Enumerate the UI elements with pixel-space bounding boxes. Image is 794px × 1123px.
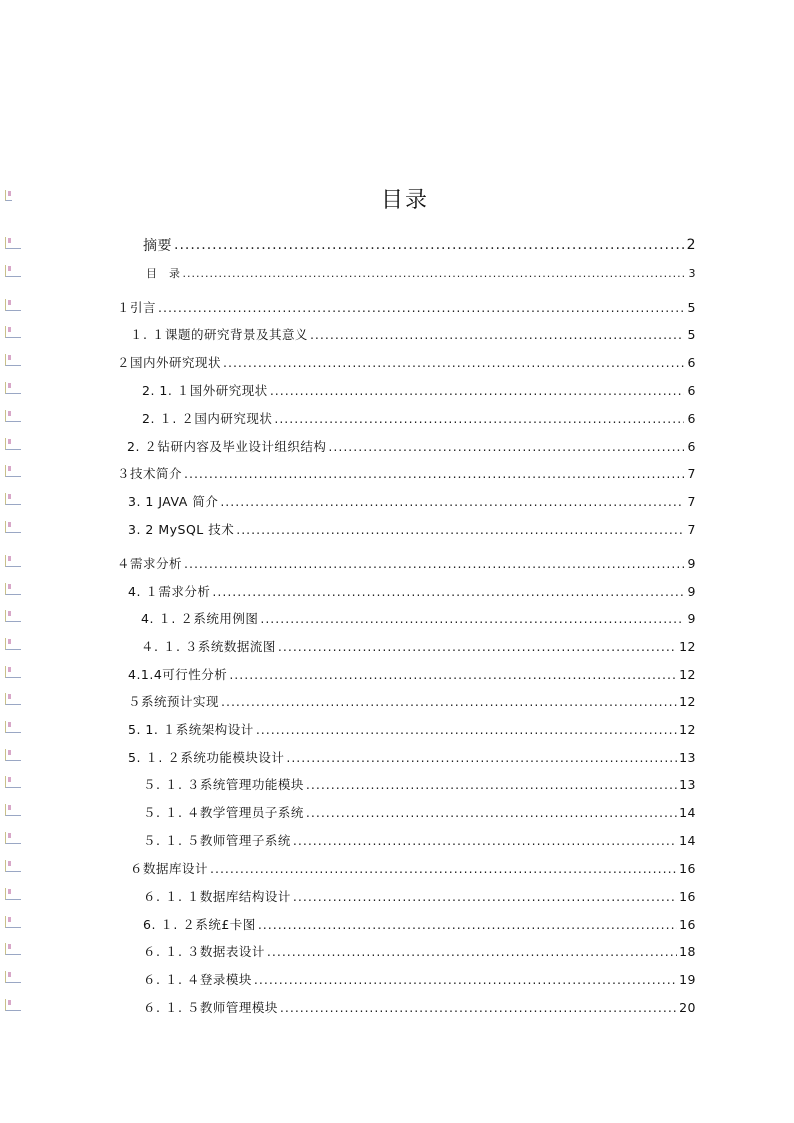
toc-entry-page: 12 (679, 666, 696, 682)
toc-entry-label: ４. １. ３系统数据流图 (141, 639, 276, 654)
toc-entry-page: 6 (687, 438, 696, 454)
margin-artifact-icon (5, 521, 21, 533)
toc-entry[interactable] (128, 664, 696, 684)
toc-entry[interactable] (128, 581, 696, 601)
toc-entry-label: ６. １. ４登录模块 (143, 972, 252, 987)
toc-entry[interactable] (143, 914, 696, 934)
toc-entry-label: ２国内外研究现状 (117, 355, 222, 370)
toc-entry-label: 3. 1 JAVA 简介 (128, 494, 219, 509)
margin-artifact-icon (5, 265, 21, 277)
toc-entry-label: ５. １. ４教学管理员子系统 (143, 805, 304, 820)
toc-leader-dots (293, 833, 677, 848)
toc-entry[interactable] (117, 297, 696, 317)
toc-entry-page: 19 (679, 971, 696, 987)
toc-entry-label: 3. 2 MySQL 技术 (128, 522, 235, 537)
toc-entry-page: 14 (679, 832, 696, 848)
toc-entry-page: 16 (679, 860, 696, 876)
toc-entry-page: 18 (679, 943, 696, 959)
toc-entry-page: 9 (687, 583, 696, 599)
toc-entry[interactable] (143, 941, 696, 961)
toc-entry[interactable] (143, 997, 696, 1017)
toc-entry-label: 2. 1. １国外研究现状 (142, 383, 268, 398)
toc-entry-page: 7 (687, 465, 696, 481)
margin-artifact-icon (5, 666, 21, 678)
toc-entry-page: 7 (687, 493, 696, 509)
toc-entry-label: ４需求分析 (117, 556, 183, 571)
toc-leader-dots (278, 639, 677, 654)
toc-entry-label: ５. １. ５教师管理子系统 (143, 833, 291, 848)
toc-entry-page: 6 (687, 410, 696, 426)
margin-artifact-icon (5, 971, 21, 983)
toc-leader-dots (280, 1000, 677, 1015)
toc-entry[interactable] (142, 380, 696, 400)
margin-artifact-icon (5, 583, 21, 595)
toc-entry-label: 摘要 (143, 238, 172, 254)
toc-entry-page: 6 (687, 354, 696, 370)
margin-artifact-icon (5, 354, 21, 366)
toc-entry[interactable] (142, 408, 696, 428)
toc-entry-label: 2. ２钻研内容及毕业设计组织结构 (127, 439, 327, 454)
margin-artifact-icon (5, 237, 21, 249)
toc-entry[interactable] (128, 491, 696, 511)
margin-artifact-icon (5, 438, 21, 450)
toc-leader-dots (306, 805, 677, 820)
toc-entry[interactable] (143, 802, 696, 822)
toc-leader-dots (286, 750, 677, 765)
toc-entry-page: 6 (687, 382, 696, 398)
toc-entry-label: １引言 (117, 300, 157, 315)
toc-entry[interactable] (143, 969, 696, 989)
margin-artifact-icon (5, 465, 21, 477)
toc-entry-page: 3 (688, 266, 696, 280)
toc-entry[interactable] (128, 747, 696, 767)
toc-entry-page: 12 (679, 721, 696, 737)
toc-entry[interactable] (128, 691, 696, 711)
toc-leader-dots (184, 466, 684, 481)
margin-artifact-icon (5, 382, 21, 394)
toc-entry-page: 2 (686, 237, 696, 253)
toc-entry[interactable] (117, 553, 696, 573)
toc-entry-label: 2. １. ２国内研究现状 (142, 411, 273, 426)
toc-entry-label: １. １课题的研究背景及其意义 (130, 327, 308, 342)
toc-entry-page: 14 (679, 804, 696, 820)
toc-leader-dots (267, 944, 677, 959)
margin-artifact-icon (5, 493, 21, 505)
toc-leader-dots (223, 355, 684, 370)
toc-entry-page: 7 (687, 521, 696, 537)
margin-artifact-icon (5, 721, 21, 733)
toc-entry[interactable] (130, 324, 696, 344)
toc-entry-label: 5. 1. １系统架构设计 (128, 722, 254, 737)
margin-artifact-icon (5, 888, 21, 900)
margin-artifact-icon (5, 410, 21, 422)
toc-entry[interactable] (117, 463, 696, 483)
toc-entry[interactable] (130, 858, 696, 878)
toc-entry-page: 16 (679, 916, 696, 932)
margin-artifact-icon (5, 555, 21, 567)
margin-artifact-icon (5, 693, 21, 705)
toc-entry-label: 6. １. ２系统£卡图 (143, 917, 256, 932)
margin-artifact-icon (5, 804, 21, 816)
margin-artifact-icon (5, 776, 21, 788)
toc-entry-label: 目 录 (146, 267, 181, 280)
toc-leader-dots (256, 722, 677, 737)
toc-entry-label: 4.1.4可行性分析 (128, 667, 228, 682)
toc-entry[interactable] (141, 608, 696, 628)
margin-artifact-icon (5, 943, 21, 955)
toc-entry-label: 4. １. ２系统用例图 (141, 611, 259, 626)
margin-artifact-icon (5, 299, 21, 311)
toc-leader-dots (293, 889, 677, 904)
margin-artifact-icon (5, 610, 21, 622)
toc-entry-label: ３技术简介 (117, 466, 183, 481)
toc-entry[interactable] (117, 352, 696, 372)
toc-leader-dots (183, 267, 685, 280)
toc-entry-label: ６. １. ５教师管理模块 (143, 1000, 278, 1015)
toc-entry[interactable] (127, 436, 696, 456)
toc-leader-dots (310, 327, 684, 342)
toc-leader-dots (258, 917, 677, 932)
toc-entry[interactable] (143, 774, 696, 794)
toc-entry-page: 5 (687, 326, 696, 342)
toc-entry-label: ６. １. ３数据表设计 (143, 944, 265, 959)
toc-leader-dots (260, 611, 684, 626)
toc-leader-dots (184, 556, 684, 571)
margin-artifact-icon (5, 749, 21, 761)
toc-leader-dots (210, 861, 677, 876)
toc-leader-dots (270, 383, 684, 398)
toc-entry-page: 20 (679, 999, 696, 1015)
page-title: 目录 (380, 188, 429, 213)
toc-leader-dots (212, 584, 684, 599)
toc-entry-page: 13 (679, 749, 696, 765)
margin-artifact-icon (5, 832, 21, 844)
toc-entry[interactable] (146, 263, 696, 283)
toc-entry-label: ５. １. ３系统管理功能模块 (143, 777, 304, 792)
margin-artifact-icon (5, 916, 21, 928)
toc-entry-page: 5 (687, 299, 696, 315)
margin-artifact-icon (5, 190, 12, 201)
toc-entry[interactable] (128, 519, 696, 539)
margin-artifact-icon (5, 999, 21, 1011)
toc-entry-label: 5. １. ２系统功能模块设计 (128, 750, 285, 765)
toc-leader-dots (220, 494, 684, 509)
toc-leader-dots (274, 411, 684, 426)
toc-entry[interactable] (143, 235, 696, 255)
margin-artifact-icon (5, 638, 21, 650)
toc-entry[interactable] (141, 636, 696, 656)
margin-artifact-icon (5, 326, 21, 338)
toc-entry[interactable] (143, 886, 696, 906)
toc-leader-dots (174, 237, 684, 253)
toc-entry-page: 16 (679, 888, 696, 904)
margin-artifact-icon (5, 860, 21, 872)
toc-entry-page: 13 (679, 776, 696, 792)
toc-leader-dots (254, 972, 677, 987)
toc-entry-label: ５系统预计实现 (128, 694, 220, 709)
toc-leader-dots (236, 522, 684, 537)
toc-entry-label: 4. １需求分析 (128, 584, 211, 599)
toc-leader-dots (158, 300, 684, 315)
toc-entry-page: 12 (679, 638, 696, 654)
toc-leader-dots (328, 439, 684, 454)
toc-entry-page: 9 (687, 610, 696, 626)
toc-entry-page: 12 (679, 693, 696, 709)
toc-entry[interactable] (143, 830, 696, 850)
toc-leader-dots (229, 667, 677, 682)
toc-entry-page: 9 (687, 555, 696, 571)
toc-entry-label: ６. １. １数据库结构设计 (143, 889, 291, 904)
toc-entry-label: ６数据库设计 (130, 861, 209, 876)
toc-leader-dots (221, 694, 677, 709)
toc-leader-dots (306, 777, 677, 792)
toc-entry[interactable] (128, 719, 696, 739)
